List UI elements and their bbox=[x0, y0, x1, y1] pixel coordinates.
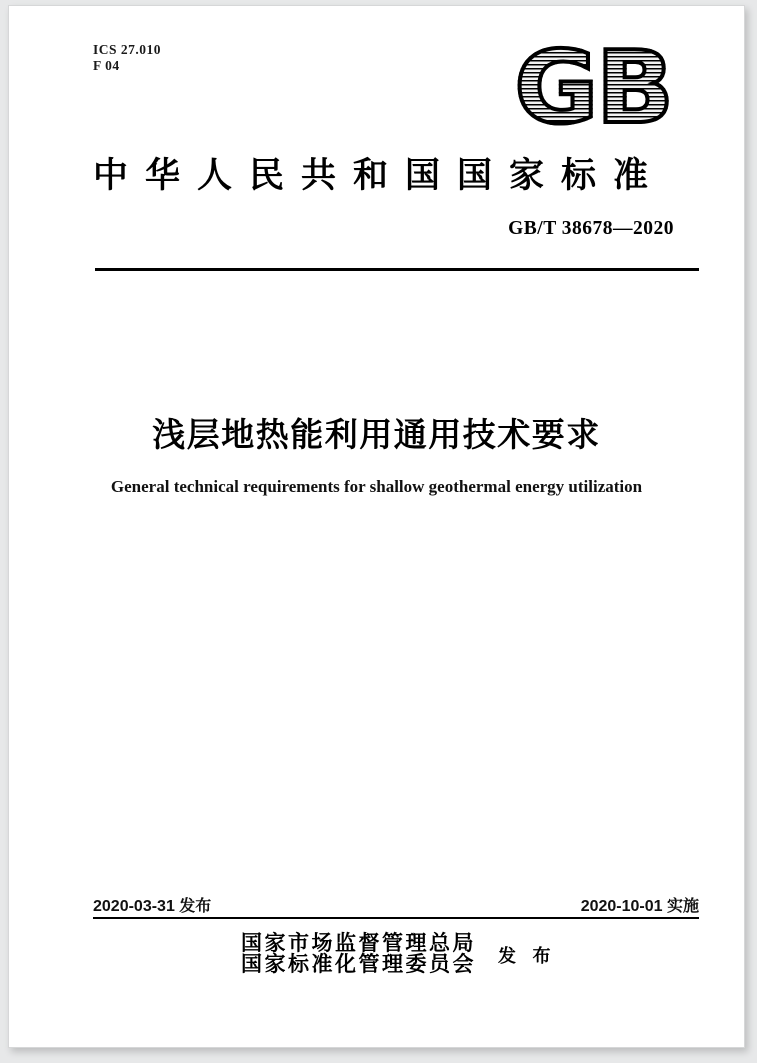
header-divider-rule bbox=[95, 268, 699, 271]
implementation-date: 2020-10-01 实施 bbox=[580, 898, 699, 915]
standard-heading: 中华人民共和国国家标准 bbox=[93, 156, 666, 195]
ics-classification bbox=[93, 42, 161, 73]
title-chinese: 浅层地热能利用通用技术要求 bbox=[152, 416, 601, 453]
standard-number: GB/T 38678—2020 bbox=[508, 218, 674, 239]
document-page bbox=[8, 5, 745, 1048]
issue-date: 2020-03-31 发布 bbox=[93, 898, 212, 915]
title-english: General technical requirements for shallow geothermal energy utilization bbox=[110, 477, 643, 496]
publisher-block bbox=[241, 933, 476, 974]
ics-code: ICS 27.010 bbox=[93, 42, 162, 57]
doc-class-code: F 04 bbox=[93, 57, 120, 73]
dates-divider-rule bbox=[93, 917, 699, 919]
publisher-line-2: 国家标准化管理委员会 bbox=[241, 951, 476, 976]
publisher-line-1: 国家市场监督管理总局 bbox=[241, 931, 476, 955]
gb-logo: GB bbox=[514, 29, 672, 146]
release-label: 发 布 bbox=[498, 945, 557, 966]
dates-row bbox=[93, 893, 699, 916]
publisher-row bbox=[241, 933, 557, 974]
